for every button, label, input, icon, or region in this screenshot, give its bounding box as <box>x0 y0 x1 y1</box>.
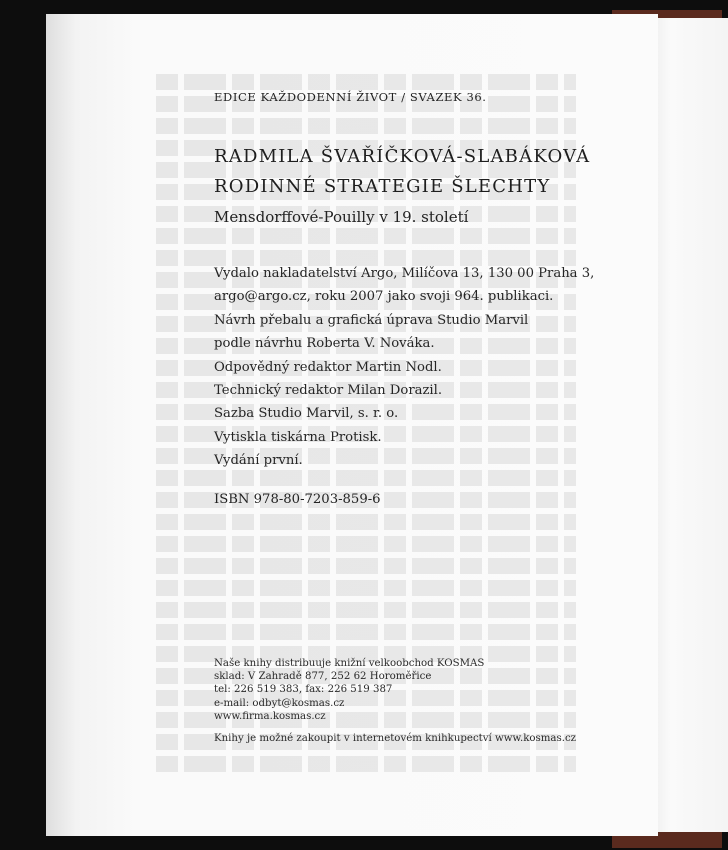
page-edge <box>654 18 728 832</box>
distribution-block <box>214 657 484 723</box>
series-line: EDICE KAŽDODENNÍ ŽIVOT / SVAZEK 36. <box>214 90 487 104</box>
distribution-line: Naše knihy distribuuje knižní velkoobchod KOSMAS <box>214 658 485 669</box>
distribution-line: www.firma.kosmas.cz <box>214 710 326 722</box>
imprint-block <box>214 262 594 473</box>
eshop-note: Knihy je možné zakoupit v internetovém knihkupectví www.kosmas.cz <box>214 733 577 744</box>
imprint-line: Návrh přebalu a grafická úprava Studio Marvil <box>214 312 529 328</box>
distribution-line: tel: 226 519 383, fax: 226 519 387 <box>214 684 393 696</box>
isbn: ISBN 978-80-7203-859-6 <box>214 492 381 507</box>
imprint-line: Technický redaktor Milan Dorazil. <box>214 383 443 399</box>
book-subtitle: Mensdorffové-Pouilly v 19. století <box>214 208 469 226</box>
distribution-line: e-mail: odbyt@kosmas.cz <box>214 697 345 709</box>
imprint-line: Odpovědný redaktor Martin Nodl. <box>214 359 442 375</box>
imprint-line: argo@argo.cz, roku 2007 jako svoji 964. publikaci. <box>214 289 554 305</box>
imprint-line: Vytiskla tiskárna Protisk. <box>214 429 382 445</box>
imprint-line: Vydání první. <box>214 453 303 469</box>
author-name: RADMILA ŠVAŘÍČKOVÁ-SLABÁKOVÁ <box>214 146 591 167</box>
book-title: RODINNÉ STRATEGIE ŠLECHTY <box>214 176 551 197</box>
imprint-line: podle návrhu Roberta V. Nováka. <box>214 336 435 352</box>
distribution-line: sklad: V Zahradě 877, 252 62 Horoměřice <box>214 671 432 683</box>
imprint-line: Vydalo nakladatelství Argo, Milíčova 13, 130 00 Praha 3, <box>214 266 595 281</box>
imprint-line: Sazba Studio Marvil, s. r. o. <box>214 406 399 422</box>
